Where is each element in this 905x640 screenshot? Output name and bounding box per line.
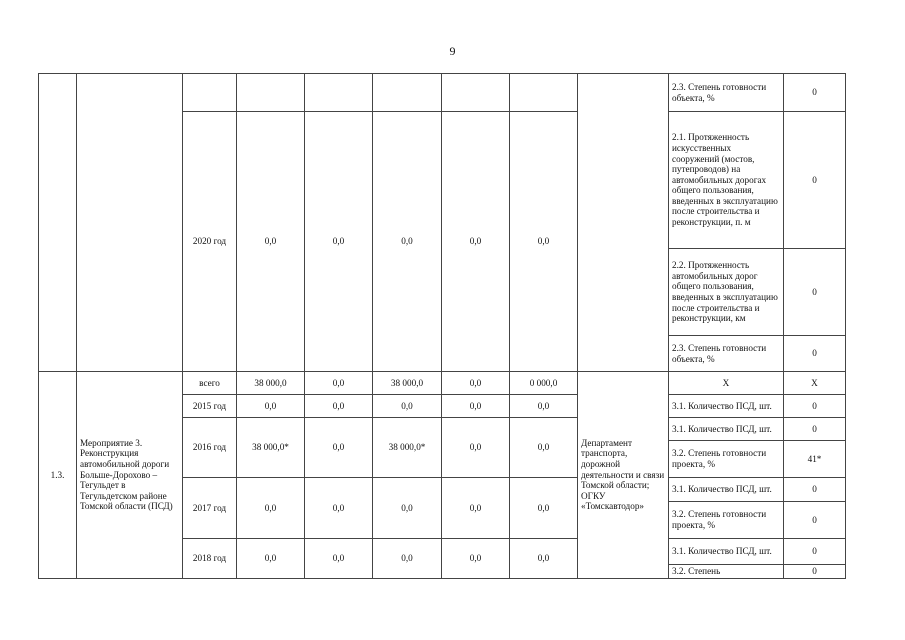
value-cell: 0,0	[442, 478, 510, 539]
year-label: 2015 год	[183, 395, 237, 418]
value-cell: 0,0	[237, 112, 305, 372]
value-cell: 0,0	[510, 112, 578, 372]
year-label: 2018 год	[183, 539, 237, 579]
value-cell: 38 000,0	[237, 372, 305, 395]
year-label: всего	[183, 372, 237, 395]
value-cell: 0,0	[442, 372, 510, 395]
value-cell: 0,0	[305, 372, 373, 395]
value-cell: 0,0	[305, 478, 373, 539]
value-cell: 0,0	[305, 418, 373, 478]
indicator-value: Х	[784, 372, 846, 395]
indicator-value: 0	[784, 478, 846, 502]
indicator-name: 3.1. Количество ПСД, шт.	[669, 418, 784, 441]
value-cell: 0,0	[510, 395, 578, 418]
cell-executor-empty	[578, 74, 669, 372]
cell-empty	[305, 74, 373, 112]
indicator-value: 0	[784, 502, 846, 539]
value-cell: 0,0	[510, 478, 578, 539]
indicator-value: 0	[784, 539, 846, 565]
value-cell: 0,0	[373, 395, 442, 418]
program-table	[38, 73, 846, 579]
value-cell: 0,0	[373, 539, 442, 579]
value-cell: 0,0	[237, 539, 305, 579]
indicator-name: 2.1. Протяженность искусственных сооружений (мостов, путепроводов) на автомобильных дорогах общего пользования, введенных в эксплуатацию после строительства и реконструкции, п. м	[669, 112, 784, 249]
cell-empty	[442, 74, 510, 112]
indicator-name: 3.1. Количество ПСД, шт.	[669, 539, 784, 565]
value-cell: 38 000,0*	[237, 418, 305, 478]
cell-empty	[183, 74, 237, 112]
indicator-value: 0	[784, 249, 846, 336]
measure-name: Мероприятие 3. Реконструкция автомобильной дороги Больше-Дорохово – Тегульдет в Тегульдетском районе Томской области (ПСД)	[77, 372, 183, 579]
indicator-value: 0	[784, 74, 846, 112]
indicator-name: 3.2. Степень готовности проекта, %	[669, 502, 784, 539]
indicator-name: 2.3. Степень готовности объекта, %	[669, 74, 784, 112]
year-label: 2020 год	[183, 112, 237, 372]
indicator-name: Х	[669, 372, 784, 395]
cell-empty	[373, 74, 442, 112]
value-cell: 0,0	[442, 418, 510, 478]
value-cell: 38 000,0*	[373, 418, 442, 478]
indicator-value: 0	[784, 565, 846, 579]
indicator-value: 41*	[784, 441, 846, 478]
value-cell: 0,0	[237, 478, 305, 539]
executor: Департамент транспорта, дорожной деятельности и связи Томской области; ОГКУ «Томскавтодор»	[578, 372, 669, 579]
value-cell: 0 000,0	[510, 372, 578, 395]
indicator-name: 3.1. Количество ПСД, шт.	[669, 395, 784, 418]
year-label: 2016 год	[183, 418, 237, 478]
indicator-value: 0	[784, 418, 846, 441]
indicator-name: 3.2. Степень	[669, 565, 784, 579]
value-cell: 0,0	[237, 395, 305, 418]
cell-empty	[237, 74, 305, 112]
value-cell: 0,0	[510, 539, 578, 579]
indicator-name: 2.2. Протяженность автомобильных дорог общего пользования, введенных в эксплуатацию после строительства и реконструкции, км	[669, 249, 784, 336]
indicator-name: 2.3. Степень готовности объекта, %	[669, 336, 784, 372]
value-cell: 0,0	[305, 539, 373, 579]
value-cell: 0,0	[510, 418, 578, 478]
value-cell: 0,0	[305, 112, 373, 372]
value-cell: 0,0	[442, 539, 510, 579]
page-number: 9	[449, 44, 456, 58]
indicator-value: 0	[784, 336, 846, 372]
value-cell: 0,0	[373, 478, 442, 539]
cell-name-empty	[77, 74, 183, 372]
cell-empty	[510, 74, 578, 112]
cell-number-empty	[39, 74, 77, 372]
measure-number: 1.3.	[39, 372, 77, 579]
indicator-value: 0	[784, 395, 846, 418]
value-cell: 0,0	[373, 112, 442, 372]
value-cell: 0,0	[442, 395, 510, 418]
year-label: 2017 год	[183, 478, 237, 539]
value-cell: 38 000,0	[373, 372, 442, 395]
value-cell: 0,0	[442, 112, 510, 372]
indicator-value: 0	[784, 112, 846, 249]
value-cell: 0,0	[305, 395, 373, 418]
indicator-name: 3.2. Степень готовности проекта, %	[669, 441, 784, 478]
indicator-name: 3.1. Количество ПСД, шт.	[669, 478, 784, 502]
